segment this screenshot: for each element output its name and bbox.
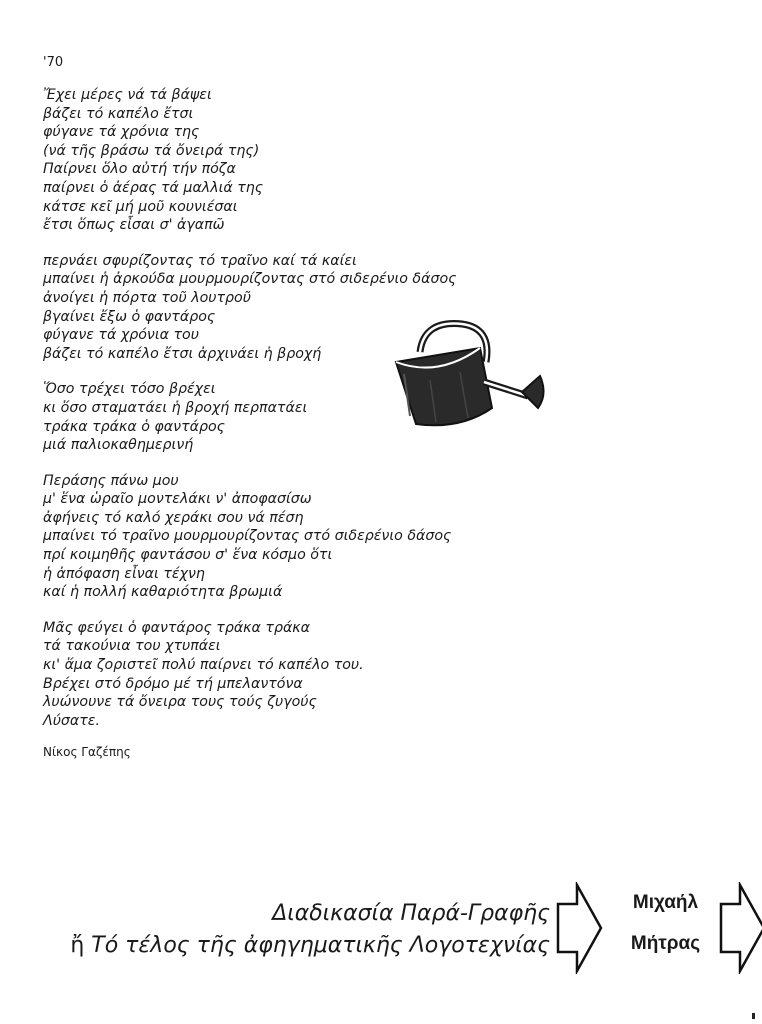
poem-line: μ' ἕνα ὡραῖο μοντελάκι ν' ἀποφασίσω [43,491,312,508]
right-arrow-outline-icon [555,882,605,974]
poem-line: Βρέχει στό δρόμο μέ τή μπελαντόνα [43,675,303,692]
watering-can-icon [380,318,560,438]
next-piece-title-line-1: Διαδικασία Παρά-Γραφῆς [272,901,550,926]
poem-line: φύγανε τά χρόνια της [43,124,200,141]
poem-author: Νίκος Γαζέπης [43,745,131,759]
poem-line: φύγανε τά χρόνια του [43,327,199,344]
page-number: '70 [43,55,64,70]
poem-line: Μᾶς φεύγει ὁ φαντάρος τράκα τράκα [43,619,311,636]
poem-line: πρί κοιμηθῆς φαντάσου σ' ἕνα κόσμο ὅτι [43,547,333,564]
poem-stanza [43,472,513,602]
next-piece-title [70,898,550,962]
next-piece-author-first: Μιχαήλ [632,892,699,913]
poem-line: βάζει τό καπέλο ἔτσι [43,105,194,122]
poem-line: (νά τῆς βράσω τά ὄνειρά της) [43,142,260,159]
page-speck [752,1013,755,1019]
poem-line: Παίρνει ὅλο αὐτή τήν πόζα [43,161,236,178]
poem-line: Ἔχει μέρες νά τά βάψει [43,87,212,103]
poem-line: τά τακούνια του χτυπάει [43,638,221,655]
poem-stanza [43,86,513,235]
poem-line: ἡ ἀπόφαση εἶναι τέχνη [43,565,205,582]
poem-line: ἀνοίγει ἡ πόρτα τοῦ λουτροῦ [43,289,251,306]
next-piece-author-last: Μήτρας [630,933,701,954]
poem-line: κάτσε κεῖ μή μοῦ κουνιέσαι [43,198,238,215]
poem-line: τράκα τράκα ὁ φαντάρος [43,418,225,435]
poem-line: ἀφήνεις τό καλό χεράκι σου νά πέση [43,509,304,526]
poem-line: καί ἡ πολλή καθαριότητα βρωμιά [43,584,283,601]
poem-line: λυώνουνε τά ὄνειρα τους τούς ζυγούς [43,694,317,711]
poem-line: ἔτσι ὅπως εἶσαι σ' ἀγαπῶ [43,217,225,234]
poem-line: μιά παλιοκαθημερινή [43,437,194,454]
right-arrow-outline-icon [718,882,762,974]
poem-line: μπαίνει τό τραῖνο μουρμουρίζοντας στό σιδερένιο δάσος [43,528,452,545]
next-piece-title-line-2-prefix: ἤ [70,933,92,958]
poem-stanza [43,619,513,731]
poem-line: Λύσατε. [43,712,100,729]
poem-line: παίρνει ὁ ἀέρας τά μαλλιά της [43,179,264,196]
poem-line: περνάει σφυρίζοντας τό τραῖνο καί τά καίει [43,252,357,269]
poem-line: Ὅσο τρέχει τόσο βρέχει [43,381,216,398]
poem-line: κι' ἅμα ζοριστεῖ πολύ παίρνει τό καπέλο του. [43,657,364,674]
poem-line: κι ὅσο σταματάει ἡ βροχή περπατάει [43,399,308,416]
poem-line: βάζει τό καπέλο ἔτσι ἀρχινάει ἡ βροχή [43,345,322,362]
poem-line: βγαίνει ἔξω ὁ φαντάρος [43,308,216,325]
poem-line: Περάσης πάνω μου [43,472,179,489]
next-piece-title-line-2: Τό τέλος τῆς ἀφηγηματικῆς Λογοτεχνίας [91,933,550,958]
poem-line: μπαίνει ἡ ἀρκούδα μουρμουρίζοντας στό σιδερένιο δάσος [43,271,457,288]
